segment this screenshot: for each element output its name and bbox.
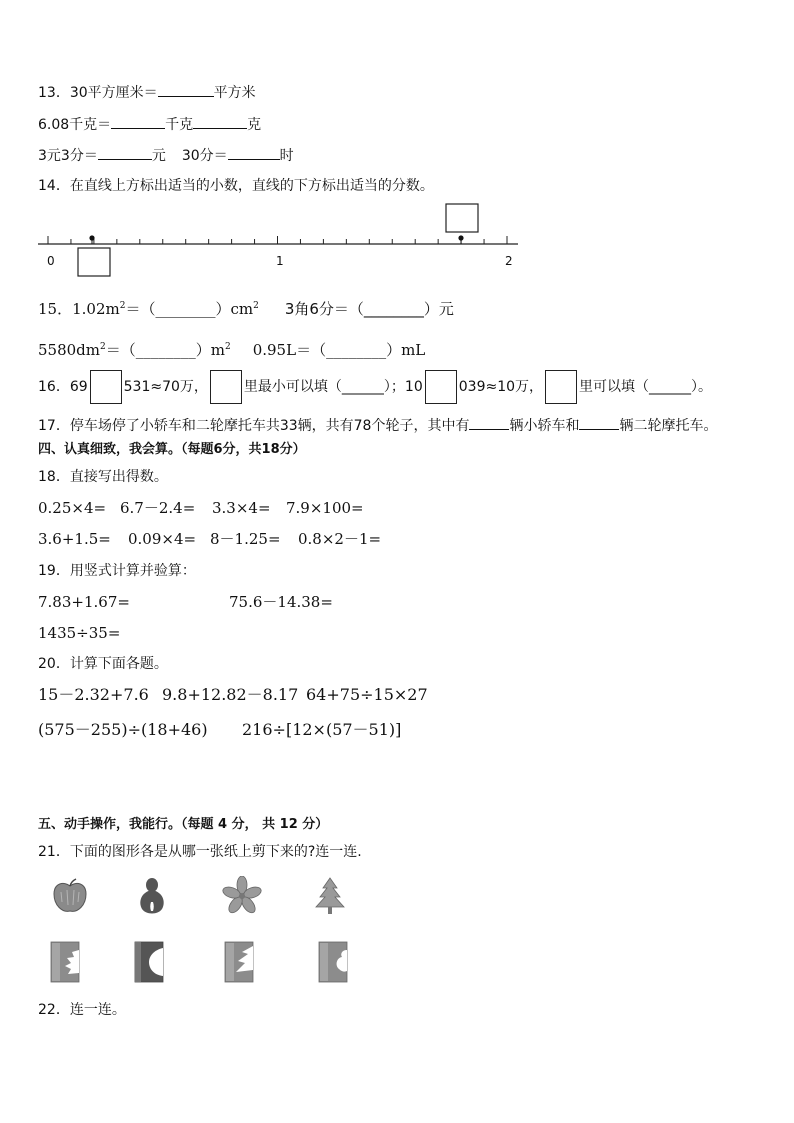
q20-r2-item1: (575－255)÷(18+46) — [38, 720, 208, 739]
q18-r1-item3: 3.3×4= — [212, 499, 271, 517]
q18-r2-item2: 0.09×4= — [128, 530, 197, 548]
tree-icon[interactable] — [313, 876, 347, 916]
q18-row1 — [38, 498, 364, 518]
q13-blank-4[interactable] — [98, 145, 152, 160]
q17-c: 辆二轮摩托车。 — [619, 418, 718, 434]
flower-icon[interactable] — [220, 876, 264, 916]
q20-r1-item2: 9.8+12.82－8.17 — [162, 685, 299, 704]
tick-label-0: 0 — [47, 254, 55, 268]
q17-b: 辆小轿车和 — [509, 418, 580, 434]
tick-label-2: 2 — [505, 254, 513, 268]
q15-line2-sup2: 2 — [224, 342, 231, 352]
q15-line2-b: ＝（________）m — [105, 341, 225, 359]
q15-line1-c: 3角6分＝（________）元 — [284, 300, 454, 318]
q19-title: 19．用竖式计算并验算： — [38, 563, 196, 579]
q18-row2 — [38, 529, 381, 549]
q17-blank-1[interactable] — [469, 415, 509, 430]
q18-r1-item2: 6.7－2.4= — [120, 499, 196, 517]
q13-blank-3[interactable] — [193, 114, 247, 129]
q13-line3 — [38, 145, 294, 166]
q16-c: 里最小可以填（______）；10 — [243, 379, 423, 395]
q13-line3-text-c: 30分＝ — [181, 148, 228, 164]
q13-text-a: 30平方厘米＝ — [69, 85, 158, 101]
q16-b: 531≈70万， — [123, 379, 208, 395]
q13-blank-5[interactable] — [228, 145, 280, 160]
q13-line3-text-b: 元 — [151, 148, 166, 164]
q22-title: 22．连一连。 — [38, 1002, 126, 1018]
q17-blank-2[interactable] — [579, 415, 619, 430]
paper-leaf-cutout-icon[interactable] — [48, 940, 82, 984]
q15-line2-c: 0.95L＝（________）mL — [252, 341, 426, 359]
apple-icon[interactable] — [50, 878, 90, 916]
q15-line1-sup1: 2 — [119, 301, 126, 311]
section-5-heading: 五、动手操作，我能行。（每题 4 分， 共 12 分） — [38, 817, 329, 832]
q16-box-3[interactable] — [425, 370, 457, 404]
paper-zigzag-cutout-icon[interactable] — [222, 940, 256, 984]
q16-box-4[interactable] — [545, 370, 577, 404]
q18-title: 18．直接写出得数。 — [38, 469, 168, 485]
q20-row2 — [38, 720, 401, 740]
number-line-answer-box-bottom[interactable] — [78, 248, 110, 276]
q18-r2-item3: 8－1.25= — [210, 530, 281, 548]
q15-line2-a: 5580dm — [38, 341, 100, 359]
q20-title: 20．计算下面各题。 — [38, 656, 168, 672]
q15-line1-b: ＝（________）cm — [125, 300, 254, 318]
q13-blank-1[interactable] — [158, 82, 214, 97]
q13-line3-text-d: 时 — [279, 148, 294, 164]
q15-line2-sup1: 2 — [100, 342, 106, 352]
number-line-answer-box-top[interactable] — [446, 204, 478, 232]
paper-gourd-cutout-icon[interactable] — [316, 940, 350, 984]
q16-box-2[interactable] — [210, 370, 242, 404]
q18-r2-item1: 3.6+1.5= — [38, 530, 111, 548]
q19-item-2: 75.6－14.38= — [229, 593, 333, 611]
q17-a: 17．停车场停了小轿车和二轮摩托车共33辆，共有78个轮子，其中有 — [38, 418, 470, 434]
q16-box-1[interactable] — [90, 370, 122, 404]
tick-label-1: 1 — [276, 254, 284, 268]
q16-e: 里可以填（______）。 — [579, 379, 713, 395]
q16-d: 039≈10万， — [458, 379, 544, 395]
q17-line — [38, 415, 717, 436]
q16-a: 16．69 — [38, 379, 88, 395]
q13-line3-text-a: 3元3分＝ — [38, 148, 98, 164]
q19-item-3: 1435÷35= — [38, 624, 121, 642]
q19-item-1: 7.83+1.67= — [38, 593, 130, 611]
q21-title: 21．下面的图形各是从哪一张纸上剪下来的?连一连. — [38, 844, 362, 860]
q14-title: 14．在直线上方标出适当的小数，直线的下方标出适当的分数。 — [38, 178, 434, 194]
q15-line2 — [38, 337, 425, 360]
q15-line1-sup2: 2 — [253, 301, 259, 311]
q15-line1 — [38, 296, 454, 319]
q16-line — [38, 370, 712, 404]
q15-line1-a: 15．1.02m — [38, 300, 120, 318]
paper-moon-cutout-icon[interactable] — [132, 940, 166, 984]
q13-line2-text-c: 克 — [247, 117, 262, 133]
q18-r2-item4: 0.8×2－1= — [298, 530, 382, 548]
q13-number: 13． — [38, 85, 70, 101]
q20-r1-item1: 15－2.32+7.6 — [38, 685, 149, 704]
section-4-heading: 四、认真细致，我会算。（每题6分，共18分） — [38, 442, 306, 457]
q13-line2-text-a: 6.08千克＝ — [38, 117, 112, 133]
q20-r2-item2: 216÷[12×(57－51)] — [242, 720, 402, 739]
number-line-ticks — [48, 236, 507, 244]
q13-line2 — [38, 114, 261, 135]
q20-r1-item3: 64+75÷15×27 — [306, 685, 428, 704]
q13-blank-2[interactable] — [111, 114, 165, 129]
q13-line2-text-b: 千克 — [165, 117, 194, 133]
q18-r1-item1: 0.25×4= — [38, 499, 107, 517]
gourd-icon[interactable] — [135, 876, 169, 916]
q13-line1 — [38, 82, 256, 103]
q13-text-b: 平方米 — [213, 85, 256, 101]
q18-r1-item4: 7.9×100= — [286, 499, 364, 517]
q20-row1 — [38, 685, 428, 705]
